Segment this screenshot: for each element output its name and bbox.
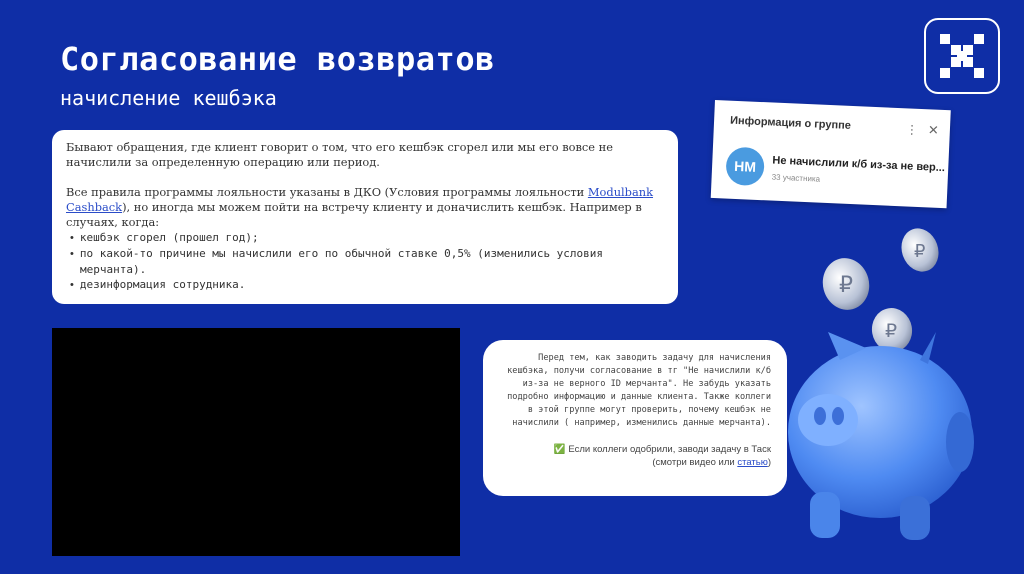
info-paragraph-2-end: ), но иногда мы можем пойти на встречу клиенту и доначислить кешбэк. Например в случаях, когда: — [66, 200, 642, 229]
article-link[interactable]: статью — [737, 457, 768, 468]
coin-icon — [817, 253, 875, 315]
list-item: • по какой-то причине мы начислили его по обычной ставке 0,5% (изменились условия мерчанта). — [66, 246, 664, 277]
logo-mark-icon — [940, 34, 984, 78]
info-card — [52, 130, 678, 304]
watch-line — [499, 456, 771, 469]
approval-line — [499, 443, 771, 456]
group-info-header: Информация о группе — [729, 114, 852, 132]
cases-list — [66, 230, 664, 293]
telegram-group-info-screenshot — [711, 100, 951, 208]
piggy-bank-illustration — [767, 220, 1024, 574]
note-card — [483, 340, 787, 496]
info-paragraph-2 — [66, 185, 664, 230]
pig-icon — [788, 332, 974, 540]
avatar: НМ — [725, 147, 765, 187]
watch-text-start: (смотри видео или — [652, 457, 738, 468]
approval-text: Если коллеги одобрили, заводи задачу в Таск — [568, 444, 771, 455]
info-paragraph-2-start: Все правила программы лояльности указаны в ДКО (Условия программы лояльности — [66, 185, 588, 199]
svg-text:₽: ₽ — [914, 241, 926, 262]
note-text: Перед тем, как заводить задачу для начисления кешбэка, получи согласование в тг "Не начислили к/б из-за не верного ID мерчанта". Не забудь указать подробно информацию и данные клиента. Также коллеги в этой группе могут проверить, почему кешбэк не начислили ( например, изменились данные мерчанта). — [507, 353, 771, 428]
modulbank-cashback-link[interactable]: Modulbank Cashback — [66, 185, 654, 214]
svg-text:₽: ₽ — [885, 320, 898, 342]
list-item: • дезинформация сотрудника. — [66, 277, 664, 293]
watch-text-end: ) — [767, 457, 771, 468]
modulbank-logo — [924, 18, 1000, 94]
group-name: Не начислили к/б из-за не вер... — [772, 154, 946, 175]
close-icon: ✕ — [927, 122, 940, 138]
more-vert-icon: ⋮ — [905, 122, 919, 137]
slide-title: Согласование возвратов — [60, 40, 495, 78]
slide-subtitle: начисление кешбэка — [60, 86, 277, 110]
svg-text:₽: ₽ — [839, 273, 853, 298]
list-item: • кешбэк сгорел (прошел год); — [66, 230, 664, 246]
check-icon: ✅ — [553, 444, 566, 455]
group-members-count: 33 участника — [771, 172, 821, 184]
info-paragraph-1: Бывают обращения, где клиент говорит о том, что его кешбэк сгорел или мы его вовсе не начислили за определенную операцию или период. — [66, 140, 613, 169]
coin-icon — [896, 223, 945, 277]
video-player[interactable] — [52, 328, 460, 556]
